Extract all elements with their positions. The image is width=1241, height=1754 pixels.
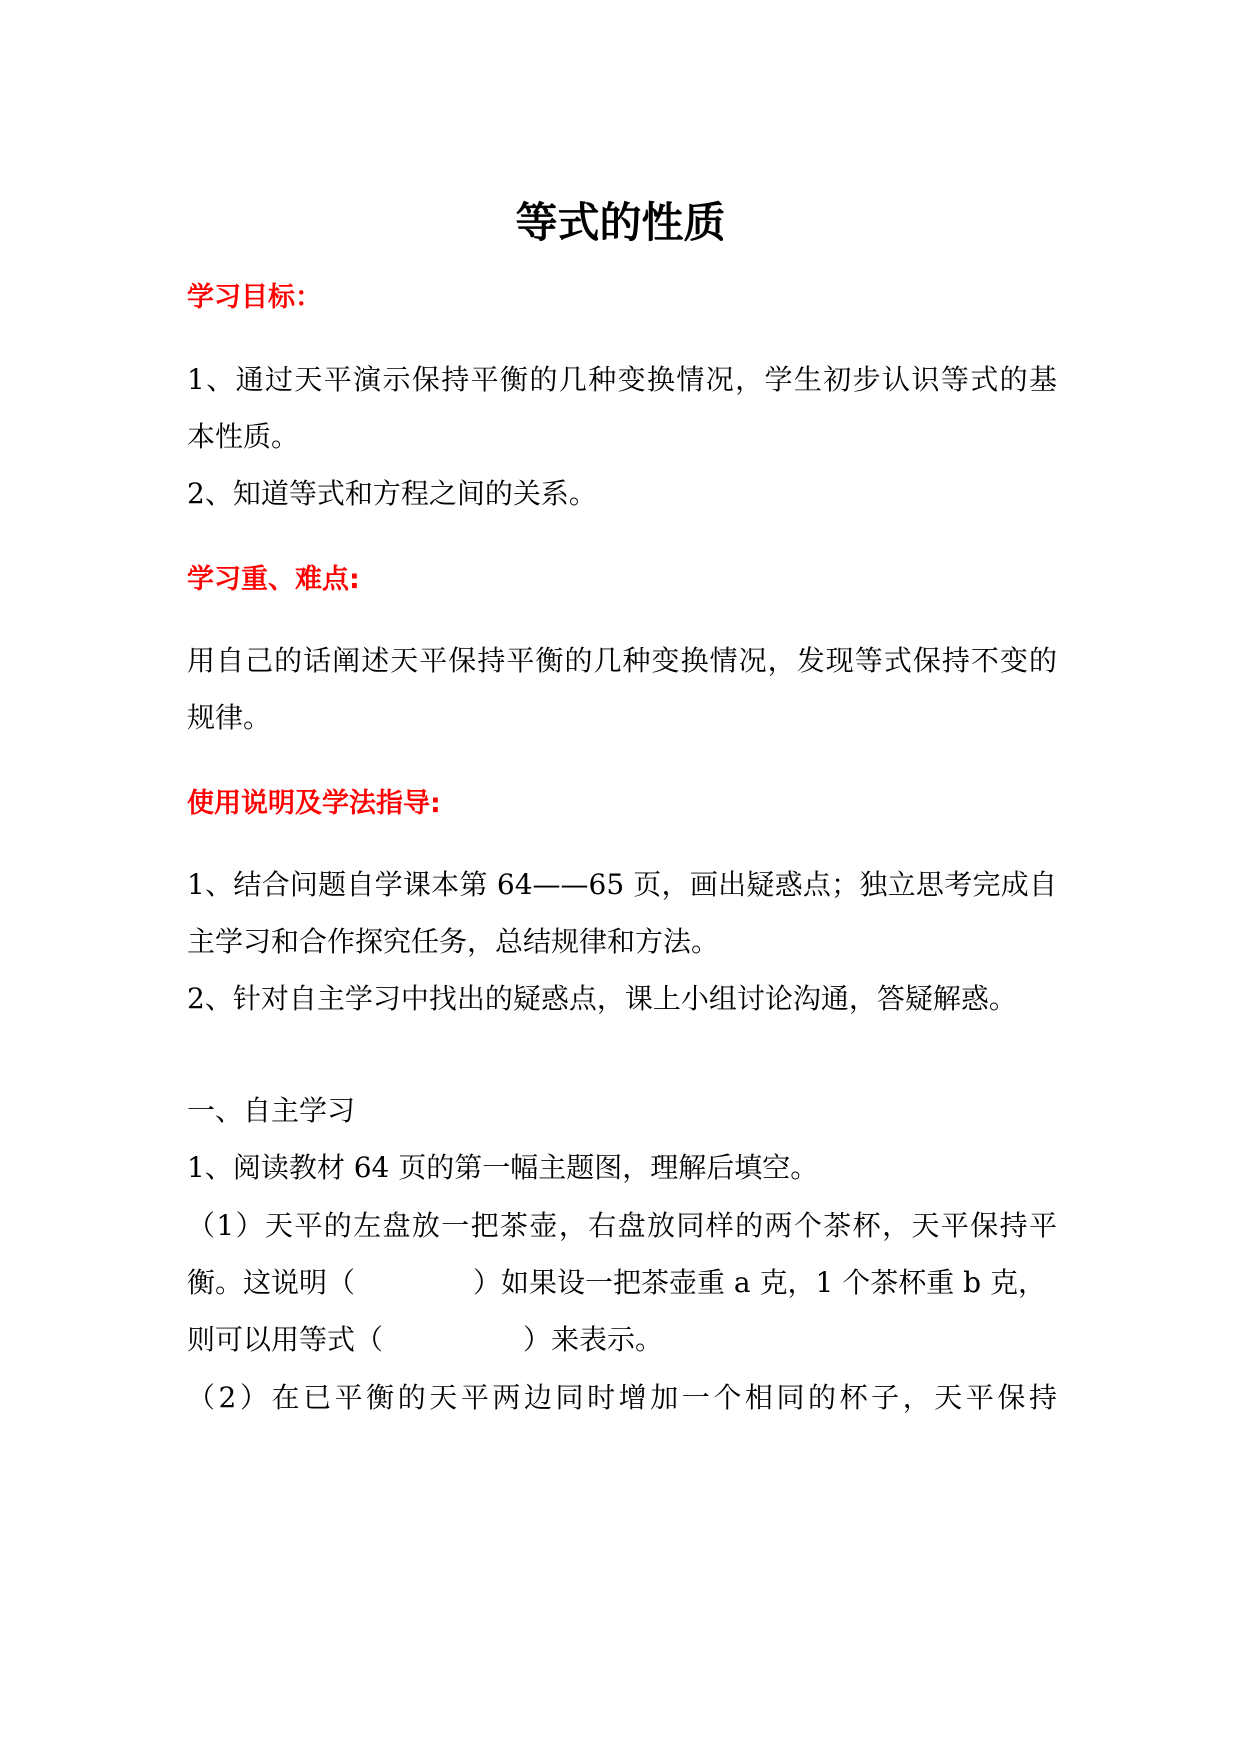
goals-heading: 学习目标： bbox=[187, 282, 322, 313]
question-1-1-line-2-prefix: 衡。这说明（ bbox=[187, 1266, 356, 1299]
question-1-1-line-3-prefix: 则可以用等式（ bbox=[187, 1323, 384, 1356]
key-points-line-1: 用自己的话阐述天平保持平衡的几种变换情况，发现等式保持不变的 bbox=[187, 644, 1057, 677]
question-1-1-line-2-suffix: ）如果设一把茶壶重 a 克，1 个茶杯重 b 克， bbox=[473, 1266, 1046, 1299]
self-study-question-1: 1、阅读教材 64 页的第一幅主题图，理解后填空。 bbox=[187, 1151, 819, 1184]
guide-item-1-line-2: 主学习和合作探究任务，总结规律和方法。 bbox=[187, 925, 720, 958]
self-study-heading: 一、自主学习 bbox=[187, 1094, 356, 1127]
guide-heading: 使用说明及学法指导: bbox=[187, 788, 441, 819]
key-points-heading: 学习重、难点: bbox=[187, 564, 360, 595]
question-1-2-line-1: （2）在已平衡的天平两边同时增加一个相同的杯子，天平保持 bbox=[187, 1381, 1057, 1414]
guide-item-1-line-1: 1、结合问题自学课本第 64——65 页，画出疑惑点；独立思考完成自 bbox=[187, 868, 1057, 901]
question-1-1-line-1: （1）天平的左盘放一把茶壶，右盘放同样的两个茶杯，天平保持平 bbox=[187, 1209, 1057, 1242]
guide-item-2: 2、针对自主学习中找出的疑惑点，课上小组讨论沟通，答疑解惑。 bbox=[187, 982, 1017, 1015]
goals-item-1-line-1: 1、通过天平演示保持平衡的几种变换情况，学生初步认识等式的基 bbox=[187, 363, 1057, 396]
goals-item-1-line-2: 本性质。 bbox=[187, 420, 300, 453]
question-1-1-line-3-suffix: ）来表示。 bbox=[523, 1323, 664, 1356]
key-points-line-2: 规律。 bbox=[187, 701, 272, 734]
question-1-1-line-3 bbox=[187, 1322, 1057, 1358]
goals-item-2: 2、知道等式和方程之间的关系。 bbox=[187, 477, 597, 510]
page-title: 等式的性质 bbox=[515, 198, 726, 247]
question-1-1-line-2 bbox=[187, 1265, 1057, 1301]
